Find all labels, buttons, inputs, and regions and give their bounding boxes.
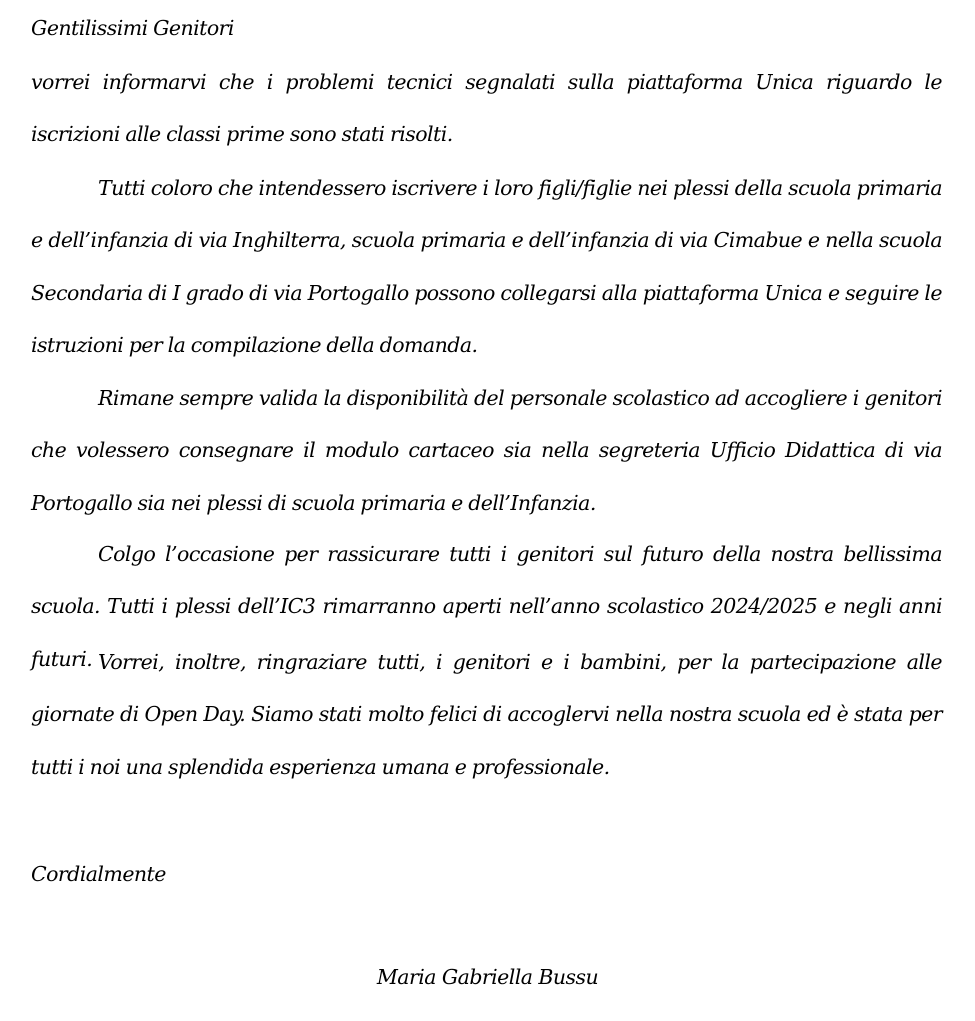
paragraph-intro: vorrei informarvi che i problemi tecnici segnalati sulla piattaforma Unica riguardo le iscrizioni alle classi prime sono stati risolti. bbox=[31, 70, 942, 147]
closing: Cordialmente bbox=[31, 862, 166, 886]
paragraph-enrollment: Tutti coloro che intendessero iscrivere i loro figli/figlie nei plessi della scuola primaria e dell’infanzia di via Inghilterra, scuola primaria e dell’infanzia di via Cimabue e nella scuola Secondaria di I grado di via Portogallo possono collegarsi alla piattaforma Unica e seguire le istruzioni per la compilazione della domanda. bbox=[31, 176, 942, 357]
paragraph-reassurance: Colgo l’occasione per rassicurare tutti i genitori sul futuro della nostra bellissima scuola. Tutti i plessi dell’IC3 rimarranno aperti nell’anno scolastico 2024/2025 e negli anni futuri. bbox=[31, 542, 942, 671]
salutation: Gentilissimi Genitori bbox=[31, 16, 234, 40]
signature: Maria Gabriella Bussu bbox=[376, 965, 599, 989]
paragraph-paper-form: Rimane sempre valida la disponibilità del personale scolastico ad accogliere i genitori che volessero consegnare il modulo cartaceo sia nella segreteria Ufficio Didattica di via Portogallo sia nei plessi di scuola primaria e dell’Infanzia. bbox=[31, 386, 942, 515]
paragraph-thanks: Vorrei, inoltre, ringraziare tutti, i genitori e i bambini, per la partecipazione alle giornate di Open Day. Siamo stati molto felici di accoglervi nella nostra scuola ed è stata per tutti i noi una splendida esperienza umana e professionale. bbox=[31, 650, 942, 779]
